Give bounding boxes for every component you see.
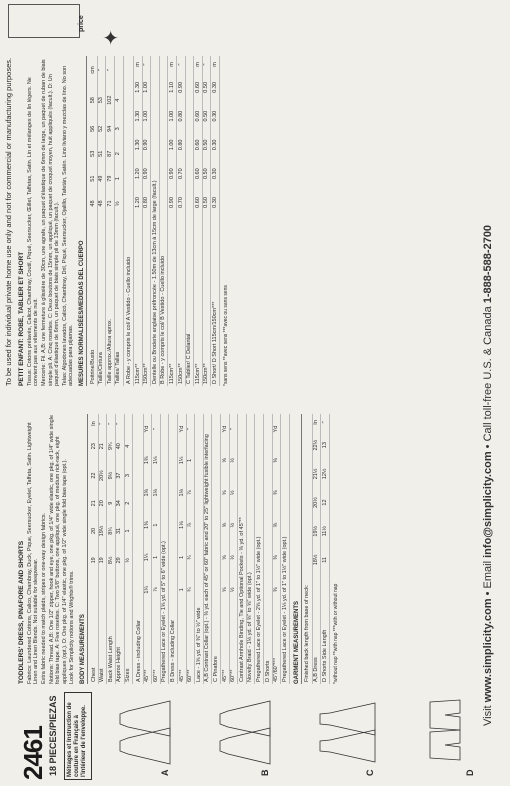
row-value: 1.30 [134,73,143,102]
table-row [195,414,204,684]
row-value: 0.60 [194,188,203,217]
row-value: 11 [321,546,330,575]
row-value: 53 [97,84,106,116]
row-label: 45"** [178,606,187,684]
row-value: Yd [178,414,187,444]
view-label-d: D [465,769,475,776]
table-row [135,414,143,684]
tissus-text: Tissus: Cotons prélavés, Calicot, Chambray, Coutil, Piqué, Seersucker, Œillet, Taffetas, Satin. Lin et mélanges de lin légers. Ne convient pas aux vêtements de nuit. [26,77,40,386]
table-row [134,56,143,386]
row-value: 9¾ [107,433,116,459]
row-value: 12 [321,488,330,517]
row-value: 52 [97,116,106,141]
row-value: Yd [221,414,230,444]
garment-sketches [110,696,490,776]
row-value: 58 [89,84,97,116]
row-value: 2 [124,492,133,515]
row-value: ⅜ [272,444,281,476]
row-value: ½ [114,191,123,216]
row-label: Back Waist Length [107,573,116,684]
email-link[interactable]: info@simplicity.com [482,451,494,558]
row-value: ⅝ [221,541,230,573]
table-row [126,56,134,386]
table-row [152,414,161,684]
row-value: 0.80 [142,188,151,217]
row-label: 150cm** [177,217,186,386]
telas-text: Telas: Algodones lavados, Calicó, Chambray, Dril, Piqué, Seersucker, Ojalillo, Tafetán, Satén. Lino liviano y mezclas de lino. No son adecuadas para pijamas. [61,65,75,386]
row-value: 1.30 [134,102,143,131]
mesures-table [89,56,123,386]
english-column [18,414,339,684]
row-value: 1.00 [142,102,151,131]
look-for-text: Look for Simplicity notions and Wrights® trims. [69,570,76,684]
row-value: 21½ [312,460,321,489]
row-value: 22½ [312,431,321,460]
row-value: m [134,56,143,73]
dress-a-back-sketch [120,701,170,736]
french-title: PETIT ENFANT: ROBE, TABLIER ET SHORT [18,251,25,386]
dress-a-sketch [120,728,170,764]
row-value: 0.80 [177,102,186,131]
row-value: 0.30 [211,73,220,102]
row-value: Yd [272,414,281,444]
pinafore-c-back-sketch [320,703,375,735]
row-value: 19½ [312,517,321,546]
row-value: 1 [152,541,161,573]
row-label: A,B Dress [312,574,321,684]
table-row [221,414,230,684]
row-value: 0.50 [202,159,211,188]
row-value: 49 [97,166,106,191]
row-value: ⅝ [221,444,230,476]
row-value: 1¼ [178,444,187,476]
row-label: C Pinafore [212,414,221,684]
extra-fabric-text: Extra fabric needed to match plaids, stripes or one-way design fabrics. [40,512,47,684]
row-label: 45"** [221,606,230,684]
table-row [238,414,247,684]
row-value: 3 [114,116,123,141]
row-value: 0.30 [211,131,220,160]
view-label-b: B [260,769,270,776]
table-row [312,414,321,684]
view-label-a: A [160,769,170,776]
table-row [168,56,177,386]
row-value: 21 [90,492,98,515]
table-row [194,56,203,386]
row-value: 4 [114,84,123,116]
table-row [160,414,169,684]
row-value: 40 [115,433,124,459]
row-value: 20½ [312,488,321,517]
row-label: Novelty Braid - 1⅛ yd. of ⅜" to ⅝" wide (opt.) [246,414,255,684]
row-value: 1.10 [168,73,177,102]
row-value [114,56,123,84]
row-value: 0.60 [194,159,203,188]
row-value: 0.30 [211,188,220,217]
table-row [177,56,186,386]
table-row [321,414,330,684]
row-label: Finished back length from base of neck: [304,414,312,684]
table-row [246,414,255,684]
row-value: m [194,56,203,73]
row-value: ½ [124,547,133,573]
row-value: 1¼ [143,574,152,606]
table-row [97,56,106,386]
email-label: Email [482,560,494,589]
table-row [107,414,116,684]
row-value: 51 [97,141,106,166]
table-row [114,56,123,386]
row-label: D Short/ D Short 115cm/150cm*** [211,217,220,386]
row-value: 1 [178,574,187,606]
row-label: B Robe - y compris le col/ B Vestido - Cuello incluido [159,56,168,386]
row-label: Lace - 1⅝ yd. of ⅜" to ½" wide [195,414,204,684]
fabrics-text: Fabrics: Laundered Cottons, Calico, Chambray, Duck, Pique, Seersucker, Eyelet, Taffeta, Satin. Lightweight Linen and Linen Blends. Not suitable for sleepwear. [26,422,40,684]
row-label: Dentelle ou Broderie anglaise préfroncée - 1.50m de 13cm à 15cm de large (facult.) [151,56,160,386]
view-label-c: C [365,769,375,776]
table-row [124,414,133,684]
row-value: " [98,414,107,433]
row-value: 1.00 [142,73,151,102]
row-value: " [97,56,106,84]
row-value: 1⅛ [152,444,161,476]
body-measurements-table [90,414,133,684]
table-row [281,414,290,684]
table-row [143,414,152,684]
row-value: In [312,414,321,431]
contact-footer: Visit www.simplicity.com • Email info@simplicity.com • Call toll-free U.S. & Canada 1-888-588-2700 [482,224,494,726]
row-value: ½ [229,509,238,541]
row-value: " [142,56,151,73]
table-row [212,414,221,684]
row-value: " [321,414,330,431]
row-label: 115cm** [194,217,203,386]
shorts-d-sketch [430,730,460,760]
row-label: Taille approx./Altura aprox. [106,216,115,386]
row-value: 23 [90,433,98,459]
notions-text: Notions: Thread. A,B: One 1/2" zipper, hook and eye, one pkg. of 1/4" wide elastic, one pkg. of 1/4" wide single fold bias tape. A: Five rosettes. C: Two 5/8" buttons, one appliqué, one pkg. of medium rick-rack, eight appliques (opt.). D: One pkg. of 1/4" elastic, one pkg. of 1/2" wide single fold bias tape (opt.). [48,414,68,684]
row-value: ¾ [186,574,195,606]
row-label: C Tablier/ C Delantal [185,56,194,386]
row-label: Tailles/ Tallas [114,216,123,386]
row-value: 1 [178,541,187,573]
row-value: 34 [115,492,124,515]
row-value: " [229,414,238,444]
metrage-table [126,56,221,386]
table-row [159,56,168,386]
row-value: 29 [115,547,124,573]
row-label: Chest [90,573,98,684]
row-value: 1⅜ [143,444,152,476]
row-label: Taille/Cintura [97,216,106,386]
row-value: " [152,414,161,444]
row-value: 1 [186,444,195,476]
table-row [178,414,187,684]
row-value: 0.30 [211,159,220,188]
table-row [264,414,273,684]
row-label: A,B Contrast Collar (opt.) - ⅜ yd. each of 45" or 60" fabric and 20" to 25" lightweight fusible interfacing [203,414,212,684]
mesures-heading: MESURES NORMALISÉES/MEDIDAS DEL CUERPO [79,56,87,386]
row-value: 1.30 [134,131,143,160]
row-value: 56 [89,116,97,141]
row-value: m [168,56,177,73]
row-value: 102 [106,84,115,116]
row-value: ⅝ [221,574,230,606]
row-value: 19 [90,547,98,573]
table-row [142,56,151,386]
row-value: cm [89,56,97,84]
table-row [151,56,160,386]
row-value [124,414,133,433]
row-value: 11½ [321,517,330,546]
row-label: Contrast Armhole Binding, Tie and Optional Pockets - ⅜ yd. of 45"** [238,414,247,684]
row-value: 0.60 [194,131,203,160]
row-value: 1.00 [168,102,177,131]
french-spanish-column [18,56,229,386]
row-value: 51 [89,166,97,191]
row-value: ⅜ [272,574,281,606]
row-value: 2 [114,141,123,166]
french-footnote: *sans sens **avec sens ***avec ou sans sens [223,285,230,386]
row-value: 1⅜ [143,476,152,508]
english-footnote: *without nap **with nap ***with or without nap [332,583,339,684]
row-value: 0.60 [194,102,203,131]
row-value: ⅝ [221,509,230,541]
row-label: B Dress - including Collar [169,414,178,684]
row-value: 22 [90,459,98,492]
row-label: A Dress - including Collar [135,414,143,684]
row-value: 3 [124,459,133,492]
price-box [8,4,80,38]
row-value: ½ [229,476,238,508]
row-value: 13 [321,431,330,460]
row-value: 20 [98,492,107,515]
row-value: 9 [107,492,116,515]
row-label: A Robe - y compris le col/ A Vestido - Cuello incluido [126,56,134,386]
phone-number: 1-888-588-2700 [482,224,494,304]
row-label: Sizes [124,573,133,684]
pieces-count: 18 PIECES/PIEZAS [48,695,58,776]
row-value: " [177,56,186,73]
row-value: 1 [152,509,161,541]
row-value: 19½ [98,515,107,548]
mercerie-text: Mercerie: Fil. A,B: une fermeture à glissière de 30cm, une agrafe, un paquet d'élastique de 6mm de large, un paquet de ruban de biais simple pli. A: Cinq rosettes. C: Deux boutons de 15mm, un appliqué, un paquet de croquet moyen, huit appliqués (facult.). D: Un paquet d'élastique de 6mm, un paquet de biais simple pli de 13mm (facult.). [40,59,61,386]
shorts-d-back-sketch [430,700,460,730]
row-value: 1⅛ [178,476,187,508]
row-label: Waist [98,573,107,684]
row-value: 4 [124,433,133,459]
row-label: Pregathered Lace or Eyelet - 2⅝ yd. of 1" to 1½" wide (opt.) [255,414,264,684]
row-value: ⅞ [186,509,195,541]
row-label: Pregathered Lace or Eyelet - 1⅝ yd. of 5" to 6" wide (opt.) [160,414,169,684]
row-value: In [90,414,98,433]
dress-b-back-sketch [220,701,270,736]
row-value: 21 [98,433,107,459]
table-row [90,414,98,684]
row-value: 48 [97,191,106,216]
row-value: 0.90 [142,159,151,188]
row-value: " [202,56,211,73]
visit-label: Visit [482,705,494,726]
table-row [106,56,115,386]
row-label: D Shorts [264,414,273,684]
row-value: 12½ [321,460,330,489]
table-row [211,56,220,386]
row-value: m [211,56,220,73]
row-value: 1 [124,515,133,548]
row-value: 0.90 [168,188,177,217]
row-value: ½ [229,574,238,606]
pattern-number: 2461 [18,726,48,780]
row-value: ½ [229,541,238,573]
row-label: 45"** [143,606,152,684]
pinafore-c-sketch [320,730,375,762]
row-label: 45"/60"*** [272,606,281,684]
row-value: 1.20 [134,188,143,217]
row-value: ⅝ [221,476,230,508]
table-row [185,56,194,386]
row-value: 0.50 [202,188,211,217]
table-row [186,414,195,684]
row-value: 1.00 [168,131,177,160]
row-value: " [186,414,195,444]
row-value: 0.50 [202,73,211,102]
row-value: ⅜ [272,541,281,573]
row-label: 60"** [152,606,161,684]
row-value: 87 [106,141,115,166]
row-label: 115cm** [134,217,143,386]
row-value: Yd [143,414,152,444]
table-row [115,414,124,684]
row-value: 0.70 [177,188,186,217]
row-value: 0.80 [177,131,186,160]
row-value: 94 [106,116,115,141]
row-value: 19 [98,547,107,573]
price-label: price [78,15,85,32]
row-value: 18½ [312,546,321,575]
row-value: 0.90 [142,131,151,160]
row-value: 37 [115,459,124,492]
row-value: ⅜ [272,476,281,508]
table-row [203,414,212,684]
row-value: 8½ [107,547,116,573]
row-value: ¾ [186,541,195,573]
row-value: ⅞ [186,476,195,508]
maple-leaf-icon: ✦ [101,29,123,46]
row-value: 1⅜ [143,509,152,541]
row-value: 0.50 [202,102,211,131]
table-row [255,414,264,684]
table-row [89,56,97,386]
yardage-table [135,414,290,684]
row-value: " [106,56,115,84]
table-row [169,414,178,684]
row-value: 71 [106,191,115,216]
row-value: 1¼ [143,541,152,573]
row-value: 0.60 [194,73,203,102]
row-label: 150cm** [202,217,211,386]
row-label: D Shorts Side Length [321,574,330,684]
english-title: TODDLERS' DRESS, PINAFORE AND SHORTS [18,540,25,684]
body-measurements-heading: BODY MEASUREMENTS [80,414,88,684]
row-value: ⅜ [272,509,281,541]
row-value: 0.30 [211,102,220,131]
row-value: 9½ [107,459,116,492]
row-value: 1.20 [134,159,143,188]
row-value: 20½ [98,459,107,492]
row-label: 150cm** [142,217,151,386]
row-value: " [107,414,116,433]
table-row [304,414,312,684]
garment-measurements-heading: GARMENT MEASUREMENTS [294,414,302,684]
row-value: 1⅛ [152,476,161,508]
row-value: 79 [106,166,115,191]
usage-notice: To be used for individual private home use only and not for commercial or manufacturing purposes. [4,57,13,386]
row-label: 60"** [229,606,238,684]
row-value: 1⅛ [178,509,187,541]
garment-measurements-table [304,414,330,684]
row-value: 48 [89,191,97,216]
row-label: 60"** [186,606,195,684]
table-row [272,414,281,684]
row-value: 31 [115,515,124,548]
call-label: Call toll-free U.S. & Canada [482,306,494,442]
row-value: 0.50 [202,131,211,160]
row-label: Pregathered Lace or Eyelet - 1⅛ yd. of 1" to 1½" wide (opt.) [281,414,290,684]
row-value: " [115,414,124,433]
row-value: ½ [229,444,238,476]
row-label: Poitrine/Busto [89,216,97,386]
row-value: 0.70 [177,159,186,188]
row-value: 0.90 [168,159,177,188]
row-value: 53 [89,141,97,166]
table-row [202,56,211,386]
row-value: 8¾ [107,515,116,548]
website-link[interactable]: www.simplicity.com [482,598,494,703]
row-value: 20 [90,515,98,548]
french-instructions-note: Métrages et Instruction de couture en Français à l'intérieur de l'enveloppe. [64,692,92,780]
table-row [229,414,238,684]
dress-b-sketch [220,728,270,764]
row-label: Approx Height [115,573,124,684]
row-value: 1 [114,166,123,191]
table-row [98,414,107,684]
row-label: 115cm** [168,217,177,386]
row-value: 0.90 [177,73,186,102]
row-value: ⅞ [152,574,161,606]
